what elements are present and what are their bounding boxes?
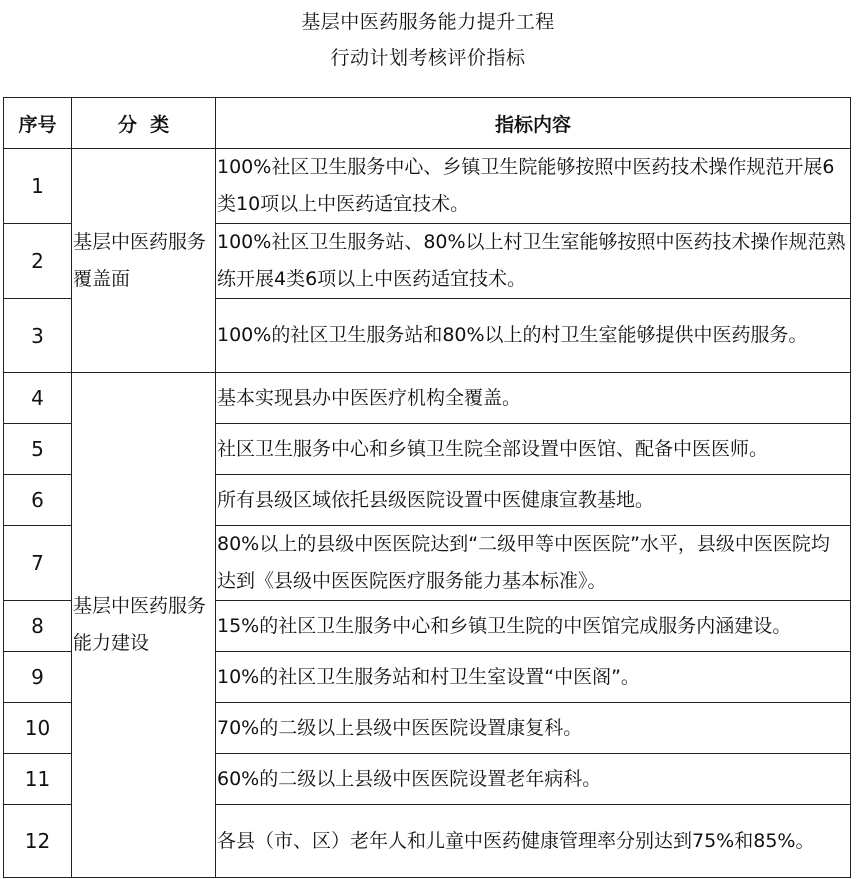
header-content: 指标内容: [216, 98, 851, 149]
document-title: [0, 0, 856, 76]
table-row: [4, 373, 851, 424]
row-number: 11: [4, 754, 72, 805]
table-header-row: [4, 98, 851, 149]
indicator-content: 80%以上的县级中医医院达到“二级甲等中医医院”水平，县级中医医院均达到《县级中医医院医疗服务能力基本标准》。: [216, 526, 851, 601]
indicator-content: 100%社区卫生服务中心、乡镇卫生院能够按照中医药技术操作规范开展6类10项以上中医药适宜技术。: [216, 149, 851, 224]
header-category: 分 类: [72, 98, 216, 149]
indicator-content: 60%的二级以上县级中医医院设置老年病科。: [216, 754, 851, 805]
row-number: 9: [4, 652, 72, 703]
row-number: 10: [4, 703, 72, 754]
row-number: 2: [4, 224, 72, 299]
indicator-content: 各县（市、区）老年人和儿童中医药健康管理率分别达到75%和85%。: [216, 805, 851, 878]
row-number: 12: [4, 805, 72, 878]
indicator-content: 基本实现县办中医医疗机构全覆盖。: [216, 373, 851, 424]
category-cell: 基层中医药服务覆盖面: [72, 149, 216, 373]
row-number: 8: [4, 601, 72, 652]
indicator-content: 100%的社区卫生服务站和80%以上的村卫生室能够提供中医药服务。: [216, 299, 851, 373]
title-line-2: 行动计划考核评价指标: [330, 47, 526, 69]
title-line-1: 基层中医药服务能力提升工程: [301, 11, 555, 33]
indicator-content: 100%社区卫生服务站、80%以上村卫生室能够按照中医药技术操作规范熟练开展4类6项以上中医药适宜技术。: [216, 224, 851, 299]
header-no: 序号: [4, 98, 72, 149]
indicator-content: 社区卫生服务中心和乡镇卫生院全部设置中医馆、配备中医医师。: [216, 424, 851, 475]
indicator-table: [3, 97, 851, 878]
row-number: 4: [4, 373, 72, 424]
row-number: 1: [4, 149, 72, 224]
category-cell: 基层中医药服务能力建设: [72, 373, 216, 878]
row-number: 3: [4, 299, 72, 373]
row-number: 7: [4, 526, 72, 601]
row-number: 6: [4, 475, 72, 526]
indicator-content: 15%的社区卫生服务中心和乡镇卫生院的中医馆完成服务内涵建设。: [216, 601, 851, 652]
row-number: 5: [4, 424, 72, 475]
indicator-content: 70%的二级以上县级中医医院设置康复科。: [216, 703, 851, 754]
table-row: [4, 149, 851, 224]
indicator-content: 10%的社区卫生服务站和村卫生室设置“中医阁”。: [216, 652, 851, 703]
indicator-content: 所有县级区域依托县级医院设置中医健康宣教基地。: [216, 475, 851, 526]
